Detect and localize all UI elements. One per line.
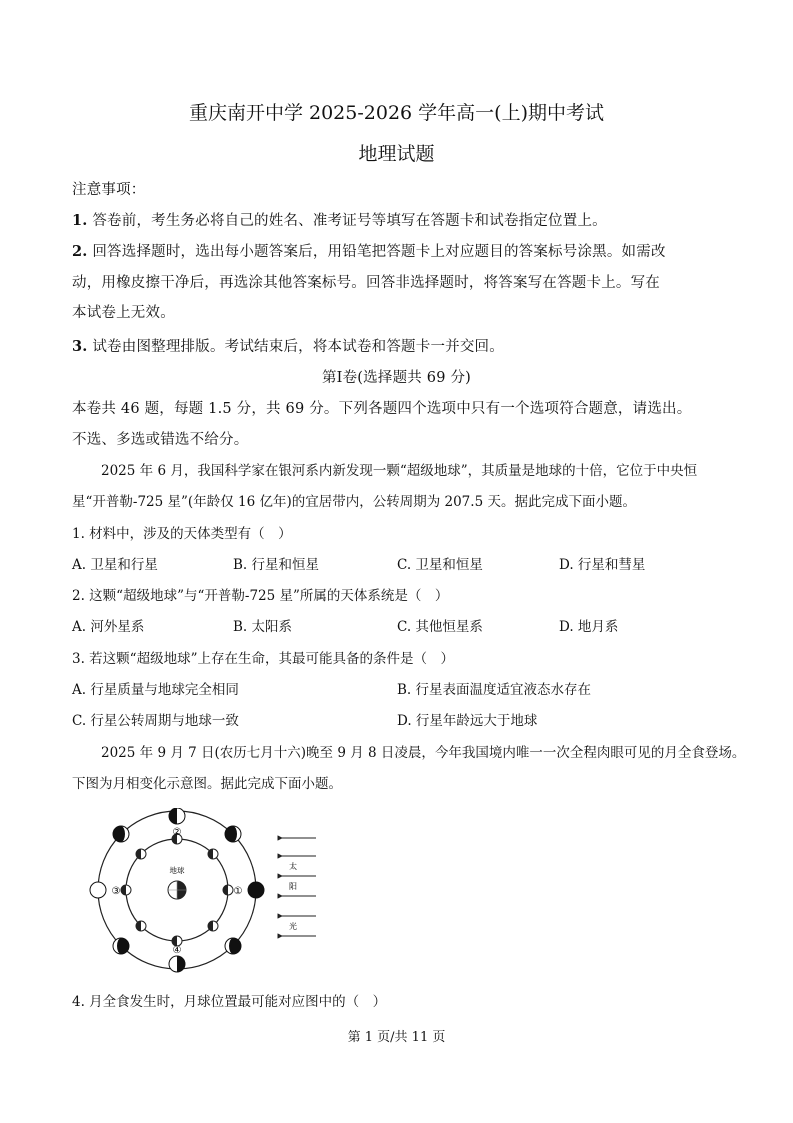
question-1-option-d[interactable]: D. 行星和彗星 (559, 557, 646, 573)
notice-item-number: 2. (72, 243, 88, 260)
question-2-stem: 2. 这颗“超级地球”与“开普勒-725 星”所属的天体系统是（ ） (72, 588, 449, 604)
material-2-line-1: 2025 年 9 月 7 日(农历七月十六)晚至 9 月 8 日凌晨，今年我国境内唯一一次全程肉眼可见的月全食登场。 (101, 745, 746, 761)
notice-item-3 (72, 335, 504, 356)
section-title: 第Ⅰ卷(选择题共 69 分) (321, 370, 471, 386)
earth-label: 地球 (169, 866, 185, 875)
notice-item-text: 回答选择题时，选出每小题答案后，用铅笔把答题卡上对应题目的答案标号涂黑。如需改 (92, 244, 666, 260)
question-1-stem: 1. 材料中，涉及的天体类型有（ ） (72, 526, 292, 542)
notice-item-text: 试卷由图整理排版。考试结束后，将本试卷和答题卡一并交回。 (92, 339, 504, 355)
question-1-option-b[interactable]: B. 行星和恒星 (233, 557, 320, 573)
exam-title: 重庆南开中学 2025-2026 学年高一(上)期中考试 (188, 102, 605, 124)
position-label-3: ③ (111, 886, 121, 897)
notice-item-number: 3. (72, 338, 88, 355)
exam-subtitle: 地理试题 (358, 143, 435, 165)
notice-heading: 注意事项： (72, 182, 146, 198)
position-label-1: ① (233, 886, 243, 897)
position-label-4: ④ (172, 945, 182, 956)
question-3-stem: 3. 若这颗“超级地球”上存在生命，其最可能具备的条件是（ ） (72, 651, 454, 667)
question-2-option-a[interactable]: A. 河外星系 (72, 619, 145, 635)
section-intro-line-1: 本卷共 46 题，每题 1.5 分，共 69 分。下列各题四个选项中只有一个选项符合题意，请选出。 (72, 401, 692, 417)
question-4-stem: 4. 月全食发生时，月球位置最可能对应图中的（ ） (72, 994, 387, 1010)
page-footer: 第 1 页/共 11 页 (347, 1030, 446, 1045)
sunlight-label-char-3: 光 (289, 922, 297, 931)
question-2-option-b[interactable]: B. 太阳系 (233, 619, 293, 635)
notice-item-number: 1. (72, 212, 88, 229)
notice-item-text: 答卷前，考生务必将自己的姓名、准考证号等填写在答题卡和试卷指定位置上。 (92, 213, 607, 229)
notice-item-1 (72, 209, 607, 230)
position-label-2: ② (172, 827, 182, 838)
question-2-option-c[interactable]: C. 其他恒星系 (397, 619, 483, 635)
question-1-option-c[interactable]: C. 卫星和恒星 (397, 557, 483, 573)
sunlight-label-char-1: 太 (289, 862, 297, 871)
notice-item-2-line-2: 动，用橡皮擦干净后，再选涂其他答案标号。回答非选择题时，将答案写在答题卡上。写在 (72, 275, 660, 291)
sunlight-arrows (276, 832, 320, 942)
section-intro-line-2: 不选、多选或错选不给分。 (72, 432, 249, 448)
sunlight-label-char-2: 阳 (289, 882, 297, 891)
material-2-line-2: 下图为月相变化示意图。据此完成下面小题。 (72, 776, 342, 792)
question-3-option-b[interactable]: B. 行星表面温度适宜液态水存在 (397, 682, 592, 698)
notice-item-2 (72, 240, 666, 261)
question-3-option-a[interactable]: A. 行星质量与地球完全相同 (72, 682, 239, 698)
question-2-option-d[interactable]: D. 地月系 (559, 619, 619, 635)
question-1-option-a[interactable]: A. 卫星和行星 (72, 557, 158, 573)
earth-icon (168, 881, 186, 899)
question-3-option-d[interactable]: D. 行星年龄远大于地球 (397, 713, 538, 729)
notice-item-2-line-3: 本试卷上无效。 (72, 305, 175, 321)
material-1-line-1: 2025 年 6 月，我国科学家在银河系内新发现一颗“超级地球”，其质量是地球的十倍，它位于中央恒 (101, 463, 698, 479)
question-3-option-c[interactable]: C. 行星公转周期与地球一致 (72, 713, 239, 729)
material-1-line-2: 星“开普勒-725 星”(年龄仅 16 亿年)的宜居带内，公转周期为 207.5 天。据此完成下面小题。 (72, 494, 636, 510)
